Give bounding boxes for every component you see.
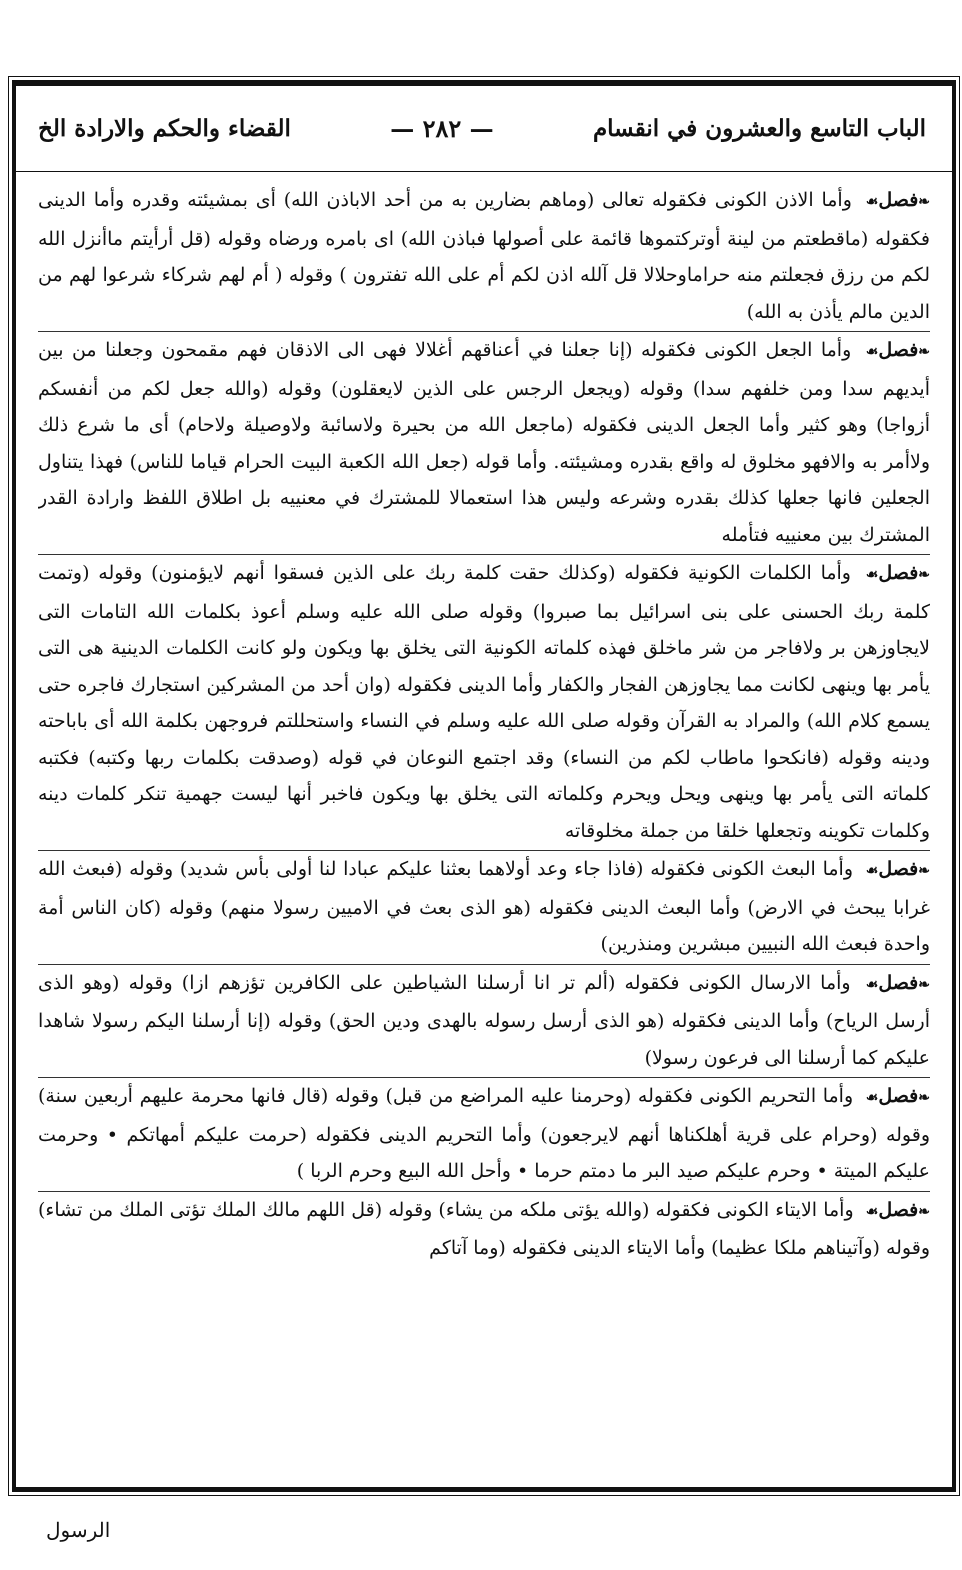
- paragraph-irsal: [38, 965, 930, 1079]
- fasl-marker: [866, 332, 930, 371]
- ornament-icon: ☙: [865, 1203, 879, 1220]
- page-frame: [12, 80, 956, 1492]
- fasl-label: فصل: [878, 562, 919, 584]
- catchword: الرسول: [46, 1518, 111, 1542]
- paragraph-text: وأما الايتاء الكونى فكقوله (والله يؤتى ملكه من يشاء) وقوله (قل اللهم مالك الملك تؤتى الملك من تشاء) وقوله (وآتيناهم ملكا عظيما) وأما الايتاء الدينى فكقوله (وما آتاكم: [38, 1198, 930, 1259]
- fasl-marker: [866, 555, 930, 594]
- ornament-icon: ❧: [918, 344, 930, 360]
- running-header: [16, 86, 952, 172]
- paragraph-text: وأما التحريم الكونى فكقوله (وحرمنا عليه المراضع من قبل) وقوله (قال فانها محرمة عليهم أربعين سنة) وقوله (وحرام على قرية أهلكناها أنهم لايرجعون) وأما التحريم الدينى فكقوله (حرمت عليكم أمهاتكم • وحرمت عليكم الميتة • وحرم عليكم صيد البر ما دمتم حرما • وأحل الله البيع وحرم الربا ): [38, 1085, 930, 1182]
- ornament-icon: ❧: [918, 976, 930, 993]
- chapter-title: الباب التاسع والعشرون في انقسام: [592, 115, 926, 142]
- ornament-icon: ☙: [865, 863, 879, 879]
- ornament-icon: ❧: [918, 567, 930, 583]
- ornament-icon: ☙: [865, 567, 879, 583]
- paragraph-baath: [38, 851, 930, 965]
- fasl-marker: [866, 851, 930, 890]
- ornament-icon: ☙: [865, 1090, 879, 1106]
- fasl-marker: [866, 182, 930, 221]
- fasl-label: فصل: [878, 1085, 919, 1107]
- paragraph-kalimat: [38, 555, 930, 851]
- paragraph-tahrim: [38, 1078, 930, 1192]
- paragraph-idhn: [38, 182, 930, 332]
- paragraph-text: وأما البعث الكونى فكقوله (فاذا جاء وعد أولاهما بعثنا عليكم عبادا لنا أولى بأس شديد) وقوله (فبعث الله غرابا يبحث في الارض) وأما البعث الدينى فكقوله (هو الذى بعث في الاميين رسولا منهم) وقوله (كان الناس أمة واحدة فبعث الله النبيين مبشرين ومنذرين): [38, 858, 930, 955]
- paragraph-text: وأما الارسال الكونى فكقوله (ألم تر انا أرسلنا الشياطين على الكافرين تؤزهم ازا) وقوله (وهو الذى أرسل الرياح) وأما الدينى فكقوله (هو الذى أرسل رسوله بالهدى ودين الحق) وقوله (إنا أرسلنا اليكم رسولا شاهدا عليكم كما أرسلنا الى فرعون رسولا): [38, 971, 930, 1069]
- section-topic: القضاء والحكم والارادة الخ: [38, 115, 291, 142]
- paragraph-jaal: [38, 332, 930, 555]
- ornament-icon: ❧: [918, 194, 930, 210]
- fasl-label: فصل: [878, 189, 919, 211]
- fasl-label: فصل: [878, 971, 919, 994]
- ornament-icon: ☙: [865, 194, 879, 210]
- paragraph-itaa: [38, 1192, 930, 1268]
- fasl-label: فصل: [878, 1198, 919, 1221]
- fasl-label: فصل: [878, 339, 919, 361]
- ornament-icon: ☙: [865, 976, 879, 993]
- ornament-icon: ❧: [918, 1203, 930, 1220]
- fasl-marker: [866, 1078, 930, 1117]
- paragraph-text: وأما الكلمات الكونية فكقوله (وكذلك حقت كلمة ربك على الذين فسقوا أنهم لايؤمنون) وقوله (وتمت كلمة ربك الحسنى على بنى اسرائيل بما صبروا) وقوله صلى الله عليه وسلم أعوذ بكلمات الله التامات التى لايجاوزهن بر ولافاجر من شر ماخلق فهذه كلماته الكونية التى يخلق بها ويكون ولو كانت الكلمات الدينية هى التى يأمر بها وينهى لكانت مما يجاوزهن الفجار والكفار وأما الدينى فكقوله (وان أحد من المشركين استجارك فاجره حتى يسمع كلام الله) والمراد به القرآن وقوله صلى الله عليه وسلم في النساء واستحللتم فروجهن بكلمة الله أى باباحته ودينه وقوله (فانكحوا ماطاب لكم من النساء) وقد اجتمع النوعان في قوله (وصدقت بكلمات ربها وكتبه) فكتبه كلماته التى يأمر بها وينهى ويحل ويحرم وكلماته التى يخلق بها ويكون فاخبر أنها ليست جهمية تنكر كلمات دينه وكلمات تكوينه وتجعلها خلقا من جملة مخلوقاته: [38, 562, 930, 842]
- fasl-marker: [866, 1192, 930, 1231]
- fasl-marker: [866, 965, 930, 1004]
- ornament-icon: ☙: [865, 344, 879, 360]
- page-body: [38, 182, 930, 1473]
- fasl-label: فصل: [878, 858, 919, 880]
- page-number: — ٢٨٢ —: [390, 114, 494, 143]
- paragraph-text: وأما الاذن الكونى فكقوله تعالى (وماهم بضارين به من أحد الاباذن الله) أى بمشيئته وقدره وأما الدينى فكقوله (ماقطعتم من لينة أوتركتموها قائمة على أصولها فباذن الله) اى بامره ورضاه وقوله (قل أرأيتم ماأنزل الله لكم من رزق فجعلتم منه حراماوحلالا قل آلله اذن لكم أم على الله تفترون ) وقوله ( أم لهم شركاء شرعوا لهم من الدين مالم يأذن به الله): [38, 189, 930, 323]
- ornament-icon: ❧: [918, 1090, 930, 1106]
- paragraph-text: وأما الجعل الكونى فكقوله (إنا جعلنا في أعناقهم أغلالا فهى الى الاذقان فهم مقمحون وجعلنا من بين أيديهم سدا ومن خلفهم سدا) وقوله (ويجعل الرجس على الذين لايعقلون) وقوله (والله جعل لكم من أنفسكم أزواجا) وهو كثير وأما الجعل الدينى فكقوله (ماجعل الله من بحيرة ولاسائبة ولاوصيلة ولاحام) أى ما شرع ذلك ولاأمر به والافهو مخلوق له واقع بقدره ومشيئته. وأما قوله (جعل الله الكعبة البيت الحرام قياما للناس) فهذا يتناول الجعلين فانها جعلها كذلك بقدره وشرعه وليس هذا استعمالا للمشترك في معنييه بل اطلاق اللفظ وارادة القدر المشترك بين معنييه فتأمله: [38, 339, 930, 546]
- ornament-icon: ❧: [918, 863, 930, 879]
